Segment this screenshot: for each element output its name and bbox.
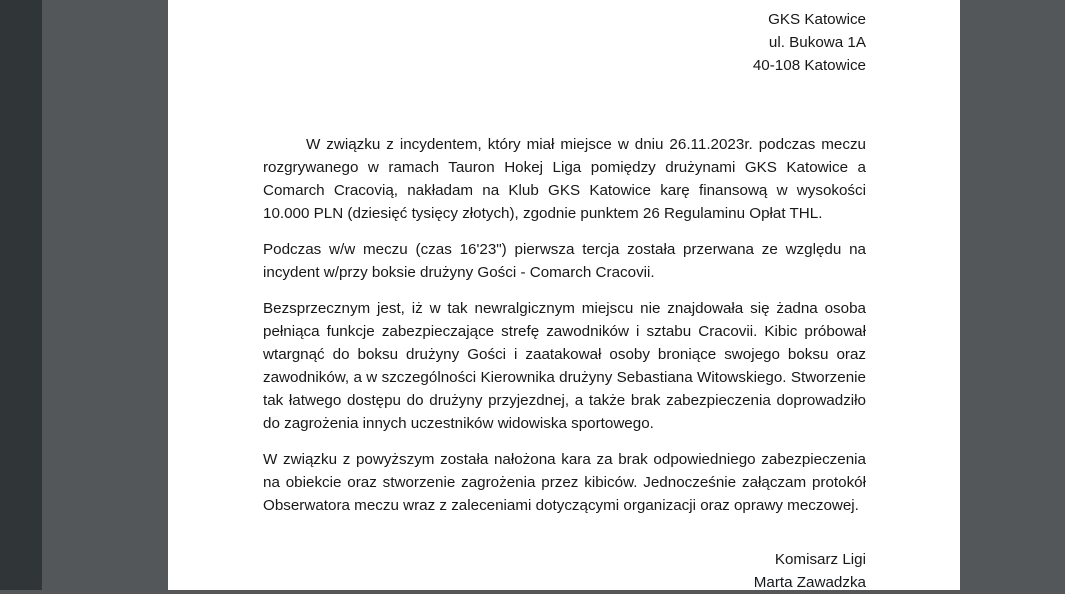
body-paragraph-4: W związku z powyższym została nałożona kara za brak odpowiedniego zabezpieczenia na obiekcie oraz stworzenie zagrożenia przez kibiców. Jednocześnie załączam protokół Obserwatora meczu wraz z zaleceniami dotyczącymi organizacji oraz oprawy meczowej. [263,451,866,514]
page-content-area [263,0,866,590]
letter-body [263,133,866,517]
signature-title: Komisarz Ligi [774,551,866,568]
body-paragraph-1: W związku z incydentem, który miał miejsce w dniu 26.11.2023r. podczas meczu rozgrywanego w ramach Tauron Hokej Liga pomiędzy drużynami GKS Katowice a Comarch Cracovią, nakładam na Klub GKS Katowice karę finansową w wysokości 10.000 PLN (dziesięć tysięcy złotych), zgodnie punktem 26 Regulaminu Opłat THL. [263,136,866,222]
address-line-street: ul. Bukowa 1A [768,34,866,51]
recipient-address-block [263,0,866,77]
address-line-city: 40-108 Katowice [752,57,866,74]
document-page [168,0,960,590]
signature-block [263,548,866,594]
signature-name: Marta Zawadzka [753,574,866,591]
address-line-org: GKS Katowice [768,11,866,28]
body-paragraph-2: Podczas w/w meczu (czas 16'23") pierwsza tercja została przerwana ze względu na incydent w/przy boksie drużyny Gości - Comarch Cracovii. [263,241,866,281]
viewer-left-rail [0,0,42,590]
body-paragraph-3: Bezsprzecznym jest, iż w tak newralgicznym miejscu nie znajdowała się żadna osoba pełniąca funkcje zabezpieczające strefę zawodników i sztabu Cracovii. Kibic próbował wtargnąć do boksu drużyny Gości i zaatakował osoby broniące swojego boksu oraz zawodników, a w szczególności Kierownika drużyny Sebastiana Witowskiego. Stworzenie tak łatwego dostępu do drużyny przyjezdnej, a także brak zabezpieczenia doprowadziło do zagrożenia innych uczestników widowiska sportowego. [263,300,866,432]
